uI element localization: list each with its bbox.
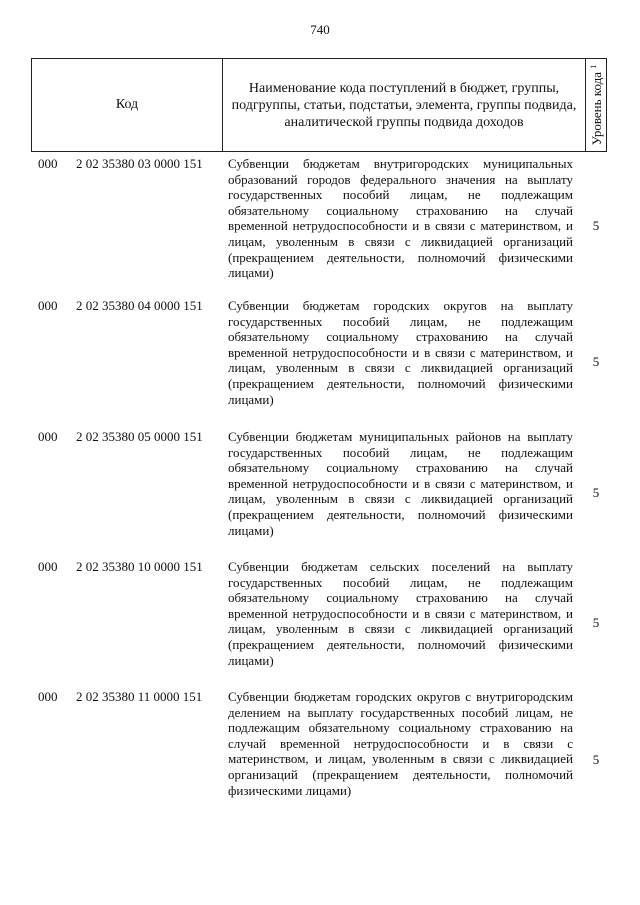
row-level: 5 bbox=[592, 218, 600, 233]
row-budget-code: 2 02 35380 04 0000 151 bbox=[76, 298, 203, 313]
header-name: Наименование кода поступлений в бюджет, группы, подгруппы, статьи, подстатьи, элемента, группы подвида, аналитической группы подвида доходов bbox=[231, 80, 577, 130]
row-admin-code: 000 bbox=[38, 156, 58, 171]
page-number: 740 bbox=[310, 22, 330, 37]
row-admin-code: 000 bbox=[38, 298, 58, 313]
table-row bbox=[31, 156, 607, 282]
header-level bbox=[588, 65, 604, 145]
row-name: Субвенции бюджетам муниципальных районов на выплату государственных пособий лицам, не подлежащим обязательному социальному страхованию на случай временной нетрудоспособности и в связи с материнством, и лицам, уволенным в связи с ликвидацией организаций (прекращением деятельности, полномочий физическими лицами) bbox=[228, 429, 573, 538]
row-budget-code: 2 02 35380 05 0000 151 bbox=[76, 429, 203, 444]
table-row bbox=[31, 559, 607, 671]
header-level-label: Уровень кода bbox=[588, 72, 604, 146]
table-header bbox=[31, 58, 607, 152]
row-admin-code: 000 bbox=[38, 429, 58, 444]
row-admin-code: 000 bbox=[38, 689, 58, 704]
row-level: 5 bbox=[592, 752, 600, 767]
row-name: Субвенции бюджетам внутригородских муниципальных образований городов федерального значения на выплату государственных пособий лицам, не подлежащим обязательному социальному страхованию на случай временной нетрудоспособности и в связи с материнством, и лицам, уволенным в связи с ликвидацией организаций (прекращением деятельности, полномочий физическими лицами) bbox=[228, 156, 573, 281]
row-admin-code: 000 bbox=[38, 559, 58, 574]
row-name: Субвенции бюджетам сельских поселений на выплату государственных пособий лицам, не подлежащим обязательному социальному страхованию на случай временной нетрудоспособности и в связи с материнством, и лицам, уволенным в связи с ликвидацией организаций (прекращением деятельности, полномочий физическими лицами) bbox=[228, 559, 573, 668]
header-level-footnote: 1 bbox=[588, 64, 598, 69]
header-level-cell bbox=[586, 59, 607, 151]
table-row bbox=[31, 689, 607, 819]
row-name: Субвенции бюджетам городских округов на выплату государственных пособий лицам, не подлежащим обязательному социальному страхованию на случай временной нетрудоспособности и в связи с материнством, и лицам, уволенным в связи с ликвидацией организаций (прекращением деятельности, полномочий физическими лицами) bbox=[228, 298, 573, 407]
row-level: 5 bbox=[592, 485, 600, 500]
header-code: Код bbox=[115, 97, 139, 112]
row-level: 5 bbox=[592, 615, 600, 630]
row-name: Субвенции бюджетам городских округов с внутригородским делением на выплату государственных пособий лицам, не подлежащим обязательному социальному страхованию на случай временной нетрудоспособности и в связи с материнством, и лицам, уволенным в связи с ликвидацией организаций (прекращением деятельности, полномочий физическими лицами) bbox=[228, 689, 573, 798]
table-row bbox=[31, 298, 607, 410]
row-budget-code: 2 02 35380 10 0000 151 bbox=[76, 559, 203, 574]
table-row bbox=[31, 429, 607, 541]
row-budget-code: 2 02 35380 11 0000 151 bbox=[76, 689, 203, 704]
row-level: 5 bbox=[592, 354, 600, 369]
row-budget-code: 2 02 35380 03 0000 151 bbox=[76, 156, 203, 171]
